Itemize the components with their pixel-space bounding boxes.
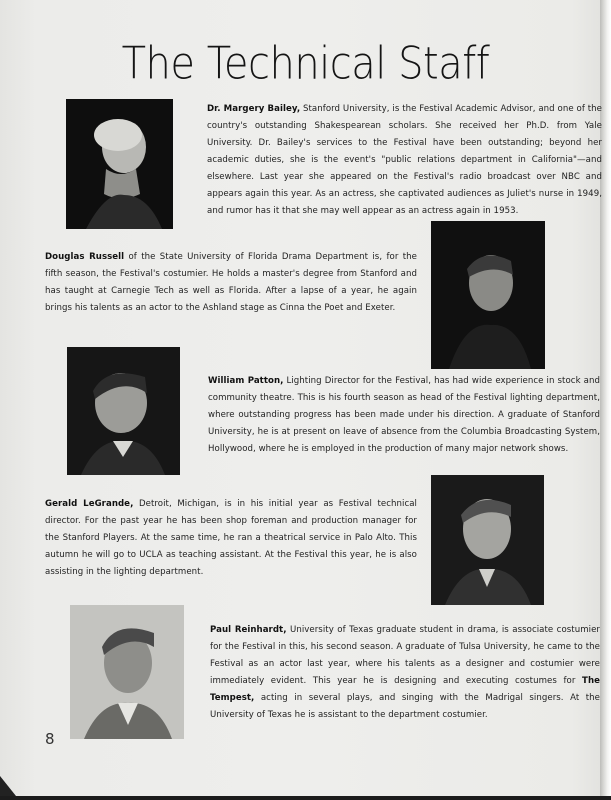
bio-william-patton: William Patton, Lighting Director for the Festival, has had wide experience in stock and community theatre. This is his fourth season as head of the Festival lighting department, where outstanding progress has been made under his direction. A graduate of Stanford University, he is at present on leave of absence from the Columbia Broadcasting System, Hollywood, where he is employed in the production of many major network shows. xyxy=(208,376,600,454)
portrait-douglas-russell xyxy=(431,221,545,369)
page-number: 8 xyxy=(45,730,55,748)
bio-margery-bailey: Dr. Margery Bailey, Stanford University, is the Festival Academic Advisor, and one of the country's outstanding Shakespearean scholars. She received her Ph.D. from Yale University. Dr. Bailey's services to the Festival have been outstanding; beyond her academic duties, she is the event's "public relations department in California"—and elsewhere. Last year she appeared on the Festival's radio broadcast over NBC and appears again this year. As an actress, she captivated audiences as Juliet's nurse in 1949, and rumor has it that she may well appear as an actress again in 1953. xyxy=(207,104,602,216)
bio-gerald-legrande: Gerald LeGrande, Detroit, Michigan, is in his initial year as Festival technical director. For the past year he has been shop foreman and production manager for the Stanford Players. At the same time, he ran a theatrical service in Palo Alto. This autumn he will go to UCLA as teaching assistant. At the Festival this year, he is also assisting in the lighting department. xyxy=(45,499,417,577)
bio-paul-reinhardt: Paul Reinhardt, University of Texas graduate student in drama, is associate costumier for the Festival in this, his second season. A graduate of Tulsa University, he came to the Festival as an actor last year, where his talents as a designer and costumier were immediately evident. This year he is designing and executing costumes for The Tempest, acting in several plays, and singing with the Madrigal singers. At the University of Texas he is assistant to the department costumier. xyxy=(210,625,600,720)
play-title: The Tempest, xyxy=(210,676,600,703)
portrait-margery-bailey xyxy=(66,99,173,229)
portrait-william-patton xyxy=(67,347,180,475)
bio-douglas-russell: Douglas Russell of the State University of Florida Drama Department is, for the fifth season, the Festival's costumier. He holds a master's degree from Stanford and has taught at Carnegie Tech as well as Florida. After a lapse of a year, he again brings his talents as an actor to the Ashland stage as Cinna the Poet and Exeter. xyxy=(45,252,417,313)
staff-name: Dr. Margery Bailey, xyxy=(207,104,301,114)
staff-name: Gerald LeGrande, xyxy=(45,499,134,509)
scan-corner-shadow xyxy=(0,776,16,796)
scan-border-bottom xyxy=(0,796,611,800)
portrait-gerald-legrande xyxy=(431,475,544,605)
staff-name: William Patton, xyxy=(208,376,284,386)
portrait-paul-reinhardt xyxy=(70,605,184,739)
page-title: The Technical Staff xyxy=(121,38,490,90)
staff-name: Douglas Russell xyxy=(45,252,125,262)
staff-name: Paul Reinhardt, xyxy=(210,625,287,635)
